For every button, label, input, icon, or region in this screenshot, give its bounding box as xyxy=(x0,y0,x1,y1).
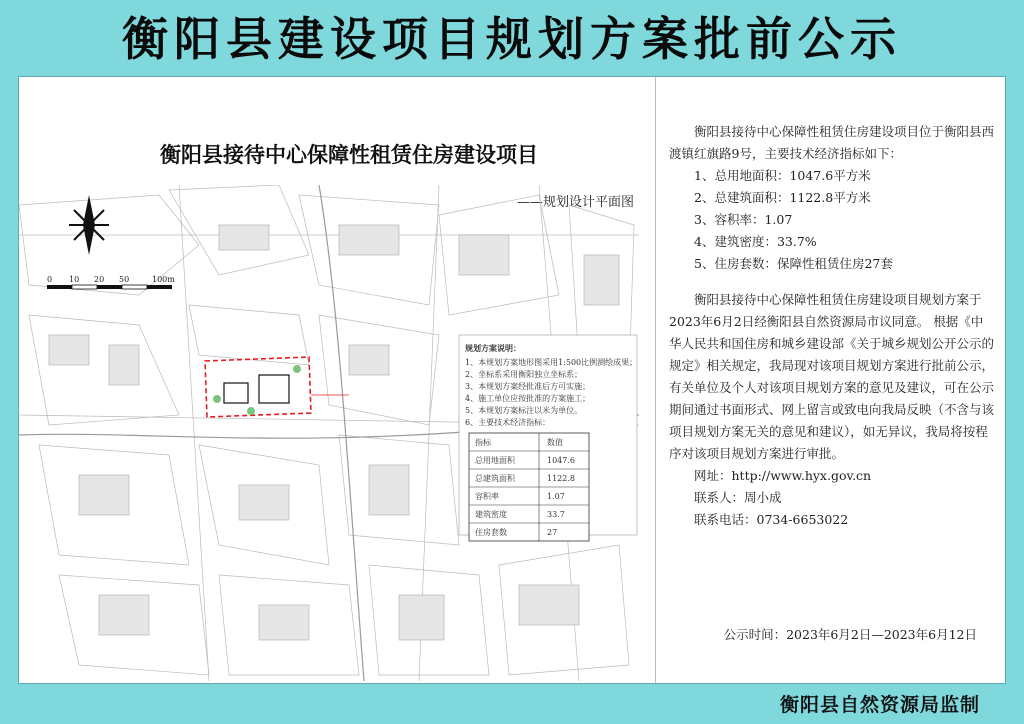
contact-person: 联系人：周小成 xyxy=(694,490,782,505)
plan-panel xyxy=(19,77,655,683)
table-cell: 27 xyxy=(547,528,558,537)
banner-title: 衡阳县建设项目规划方案批前公示 xyxy=(122,12,902,66)
north-arrow-icon xyxy=(69,195,109,255)
notes-line: 6、主要技术经济指标： xyxy=(465,418,551,427)
project-intro: 衡阳县接待中心保障性租赁住房建设项目位于衡阳县西渡镇红旗路9号，主要技术经济指标如下： xyxy=(669,124,995,161)
building-footprint xyxy=(224,383,248,403)
contact-phone: 联系电话：0734-6653022 xyxy=(694,512,849,527)
announcement-body: 衡阳县接待中心保障性租赁住房建设项目规划方案于2023年6月2日经衡阳县自然资源局市议同意。 根据《中华人民共和国住房和城乡建设部《关于城乡规划公开公示的规定》相关规定，我局现对该项目规划方案进行批前公示，有关单位及个人对该项目规划方案的意见及建议，可在公示期间通过书面形式、网上留言或致电向我局反映（不含与该项目规划方案无关的意见和建议），如无异议，我局将按程序对该项目规划方案进行审批。 xyxy=(669,292,995,461)
tree-icon xyxy=(247,407,255,415)
tree-icon xyxy=(213,395,221,403)
table-cell: 指标 xyxy=(475,438,491,447)
scale-label: 100m xyxy=(152,275,175,284)
table-cell: 住房套数 xyxy=(475,528,507,537)
indicator-item: 5、住房套数：保障性租赁住房27套 xyxy=(694,256,893,271)
table-cell: 总用地面积 xyxy=(475,456,515,465)
project-site-boundary xyxy=(205,357,349,417)
indicator-table xyxy=(469,433,589,541)
indicator-item: 3、容积率：1.07 xyxy=(694,212,793,227)
announcement-board xyxy=(18,76,1006,684)
table-cell: 1122.8 xyxy=(547,474,575,483)
plan-title: 衡阳县接待中心保障性租赁住房建设项目 xyxy=(160,143,538,167)
panel-divider xyxy=(655,77,656,683)
tree-icon xyxy=(293,365,301,373)
notes-title: 规划方案说明： xyxy=(465,343,521,353)
indicator-item: 1、总用地面积：1047.6平方米 xyxy=(694,168,871,183)
supervisor-footer: 衡阳县自然资源局监制 xyxy=(779,694,980,716)
plan-subtitle: ——规划设计平面图 xyxy=(517,195,635,210)
table-cell: 33.7 xyxy=(547,510,565,519)
table-cell: 容积率 xyxy=(475,492,499,501)
publish-period: 公示时间：2023年6月2日—2023年6月12日 xyxy=(723,627,977,642)
building-footprint xyxy=(259,375,289,403)
scale-label: 50 xyxy=(119,275,130,284)
table-cell: 1.07 xyxy=(547,492,565,501)
notes-line: 1、本规划方案地形图采用1:500比例测绘成果； xyxy=(465,358,638,367)
table-cell: 建筑密度 xyxy=(475,510,507,519)
notes-line: 3、本规划方案经批准后方可实施； xyxy=(465,382,591,391)
table-cell: 数值 xyxy=(547,438,563,447)
notes-line: 2、坐标系采用衡阳独立坐标系； xyxy=(465,370,583,379)
site-plan-map xyxy=(19,185,639,681)
indicator-item: 4、建筑密度：33.7% xyxy=(694,234,817,249)
table-cell: 1047.6 xyxy=(547,456,575,465)
scale-label: 10 xyxy=(69,275,80,284)
notes-line: 4、施工单位应按批准的方案施工； xyxy=(465,394,591,403)
scale-label: 0 xyxy=(47,275,53,284)
website-link[interactable]: 网址：http://www.hyx.gov.cn xyxy=(694,468,872,483)
announcement-text xyxy=(669,121,994,531)
scale-label: 20 xyxy=(94,275,105,284)
indicator-item: 2、总建筑面积：1122.8平方米 xyxy=(694,190,871,205)
notes-line: 5、本规划方案标注以米为单位。 xyxy=(465,406,583,415)
scale-bar xyxy=(47,275,175,289)
table-cell: 总建筑面积 xyxy=(475,474,515,483)
